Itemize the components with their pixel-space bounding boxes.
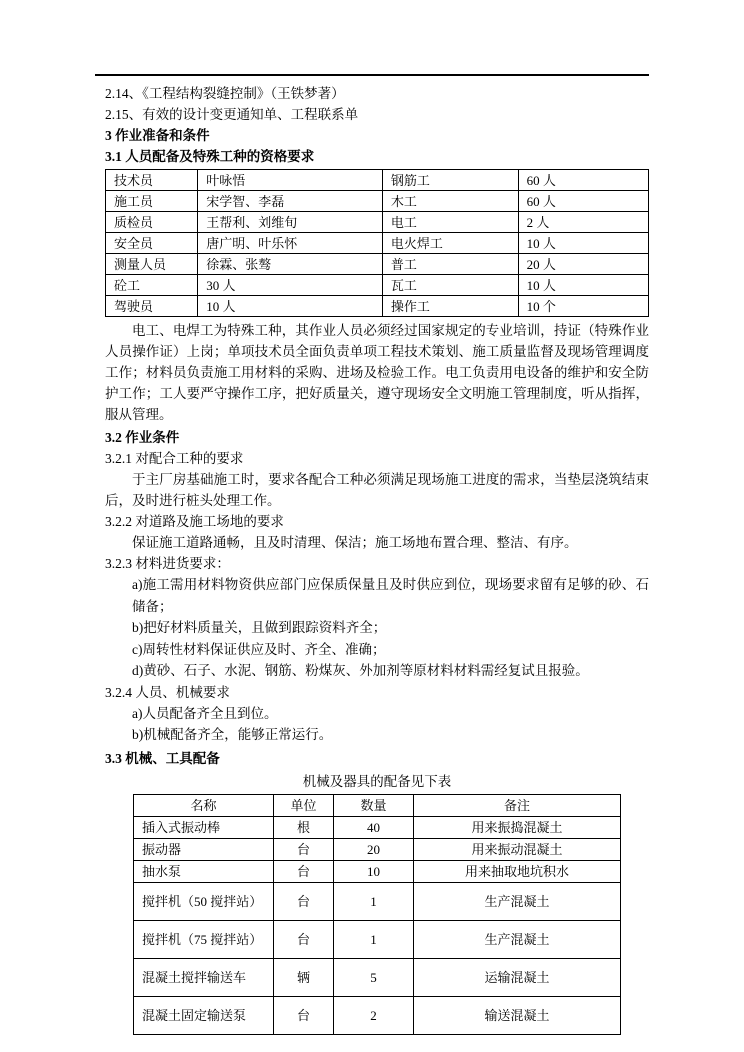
table-cell: 瓦工 <box>382 275 518 296</box>
table-row <box>106 170 649 191</box>
table-cell: 30 人 <box>198 275 383 296</box>
heading-section-3-1: 3.1 人员配备及特殊工种的资格要求 <box>105 149 315 164</box>
table-cell: 用来振动混凝土 <box>414 838 621 860</box>
heading-section-3-2-2: 3.2.2 对道路及施工场地的要求 <box>105 514 284 529</box>
table-cell: 振动器 <box>134 838 274 860</box>
header-cell-remark: 备注 <box>414 794 621 816</box>
table-cell: 混凝土搅拌输送车 <box>134 958 274 996</box>
table-cell: 驾驶员 <box>106 296 198 317</box>
table-cell: 60 人 <box>518 191 648 212</box>
table-cell: 木工 <box>382 191 518 212</box>
table-cell: 徐霖、张骜 <box>198 254 383 275</box>
heading-section-3-2-4: 3.2.4 人员、机械要求 <box>105 684 230 700</box>
table-cell: 搅拌机（50 搅拌站） <box>134 882 274 920</box>
table-cell: 5 <box>334 958 414 996</box>
table-cell: 王帮利、刘维旬 <box>198 212 383 233</box>
table-cell: 辆 <box>274 958 334 996</box>
table-cell: 60 人 <box>518 170 648 191</box>
table-row <box>106 191 649 212</box>
personnel-table <box>105 169 649 317</box>
paragraph-3-2-1: 于主厂房基础施工时，要求各配合工种必须满足现场施工进度的需求，当垫层浇筑结束后，及时进行桩头处理工作。 <box>105 472 649 508</box>
table-header-row <box>134 794 621 816</box>
table-cell: 技术员 <box>106 170 198 191</box>
table-cell: 台 <box>274 920 334 958</box>
table-cell: 施工员 <box>106 191 198 212</box>
table-row <box>106 212 649 233</box>
table-cell: 1 <box>334 920 414 958</box>
table-cell: 10 人 <box>198 296 383 317</box>
header-rule <box>95 74 649 76</box>
table-cell: 电火焊工 <box>382 233 518 254</box>
ref-line-214: 2.14、《工程结构裂缝控制》（王铁梦著） <box>105 86 345 101</box>
header-cell-unit: 单位 <box>274 794 334 816</box>
table-cell: 钢筋工 <box>382 170 518 191</box>
table-cell: 普工 <box>382 254 518 275</box>
table-cell: 插入式振动棒 <box>134 816 274 838</box>
list-item-b: b)把好材料质量关，且做到跟踪资料齐全； <box>132 620 387 635</box>
table-cell: 台 <box>274 860 334 882</box>
table-cell: 20 <box>334 838 414 860</box>
table-cell: 搅拌机（75 搅拌站） <box>134 920 274 958</box>
table-cell: 2 人 <box>518 212 648 233</box>
table-cell: 20 人 <box>518 254 648 275</box>
list-item-a: a)施工需用材料物资供应部门应保质保量且及时供应到位，现场要求留有足够的砂、石储备； <box>132 577 649 614</box>
table-row <box>106 233 649 254</box>
table-cell: 台 <box>274 882 334 920</box>
table-cell: 10 个 <box>518 296 648 317</box>
list-item-b: b)机械配备齐全，能够正常运行。 <box>132 727 333 742</box>
table-row <box>134 958 621 996</box>
table-row <box>134 882 621 920</box>
table-row <box>134 816 621 838</box>
table-cell: 质检员 <box>106 212 198 233</box>
table-cell: 生产混凝土 <box>414 882 621 920</box>
table-cell: 用来振捣混凝土 <box>414 816 621 838</box>
table-row <box>106 254 649 275</box>
table-row <box>134 996 621 1034</box>
table-cell: 测量人员 <box>106 254 198 275</box>
equipment-table <box>133 794 621 1035</box>
table-cell: 运输混凝土 <box>414 958 621 996</box>
table-cell: 1 <box>334 882 414 920</box>
ref-line-215: 2.15、有效的设计变更通知单、工程联系单 <box>105 107 359 122</box>
table-cell: 台 <box>274 996 334 1034</box>
table-cell: 操作工 <box>382 296 518 317</box>
heading-section-3-2-1: 3.2.1 对配合工种的要求 <box>105 451 244 466</box>
table-row <box>134 838 621 860</box>
heading-section-3-2: 3.2 作业条件 <box>105 430 180 445</box>
list-item-c: c)周转性材料保证供应及时、齐全、准确； <box>132 641 386 657</box>
table-cell: 安全员 <box>106 233 198 254</box>
table-cell: 用来抽取地坑积水 <box>414 860 621 882</box>
table-cell: 生产混凝土 <box>414 920 621 958</box>
table-cell: 宋学智、李磊 <box>198 191 383 212</box>
header-cell-quantity: 数量 <box>334 794 414 816</box>
table-row <box>134 860 621 882</box>
page-content <box>105 83 649 1035</box>
table-cell: 输送混凝土 <box>414 996 621 1034</box>
table-cell: 抽水泵 <box>134 860 274 882</box>
header-cell-name: 名称 <box>134 794 274 816</box>
table-cell: 唐广明、叶乐怀 <box>198 233 383 254</box>
heading-section-3-3: 3.3 机械、工具配备 <box>105 750 220 766</box>
table-cell: 混凝土固定输送泵 <box>134 996 274 1034</box>
equipment-table-caption: 机械及器具的配备见下表 <box>302 773 452 789</box>
list-item-d: d)黄砂、石子、水泥、钢筋、粉煤灰、外加剂等原材料材料需经复试且报验。 <box>132 663 589 678</box>
table-cell: 台 <box>274 838 334 860</box>
table-cell: 10 人 <box>518 275 648 296</box>
table-cell: 砼工 <box>106 275 198 296</box>
paragraph-special-trades: 电工、电焊工为特殊工种，其作业人员必须经过国家规定的专业培训，持证（特殊作业人员操作证）上岗；单项技术员全面负责单项工程技术策划、施工质量监督及现场管理调度工作；材料员负责施工用材料的采购、进场及检验工作。电工负责用电设备的维护和安全防护工作；工人要严守操作工序，把好质量关，遵守现场安全文明施工管理制度，听从指挥，服从管理。 <box>105 323 649 422</box>
table-cell: 电工 <box>382 212 518 233</box>
table-cell: 叶咏悟 <box>198 170 383 191</box>
table-row <box>106 275 649 296</box>
heading-section-3: 3 作业准备和条件 <box>105 128 210 143</box>
table-cell: 40 <box>334 816 414 838</box>
table-cell: 10 人 <box>518 233 648 254</box>
list-item-a: a)人员配备齐全且到位。 <box>132 705 278 721</box>
table-row <box>106 296 649 317</box>
table-cell: 2 <box>334 996 414 1034</box>
table-cell: 根 <box>274 816 334 838</box>
heading-section-3-2-3: 3.2.3 材料进货要求： <box>105 556 230 571</box>
table-cell: 10 <box>334 860 414 882</box>
table-row <box>134 920 621 958</box>
paragraph-3-2-2: 保证施工道路通畅，且及时清理、保洁；施工场地布置合理、整洁、有序。 <box>132 535 578 550</box>
